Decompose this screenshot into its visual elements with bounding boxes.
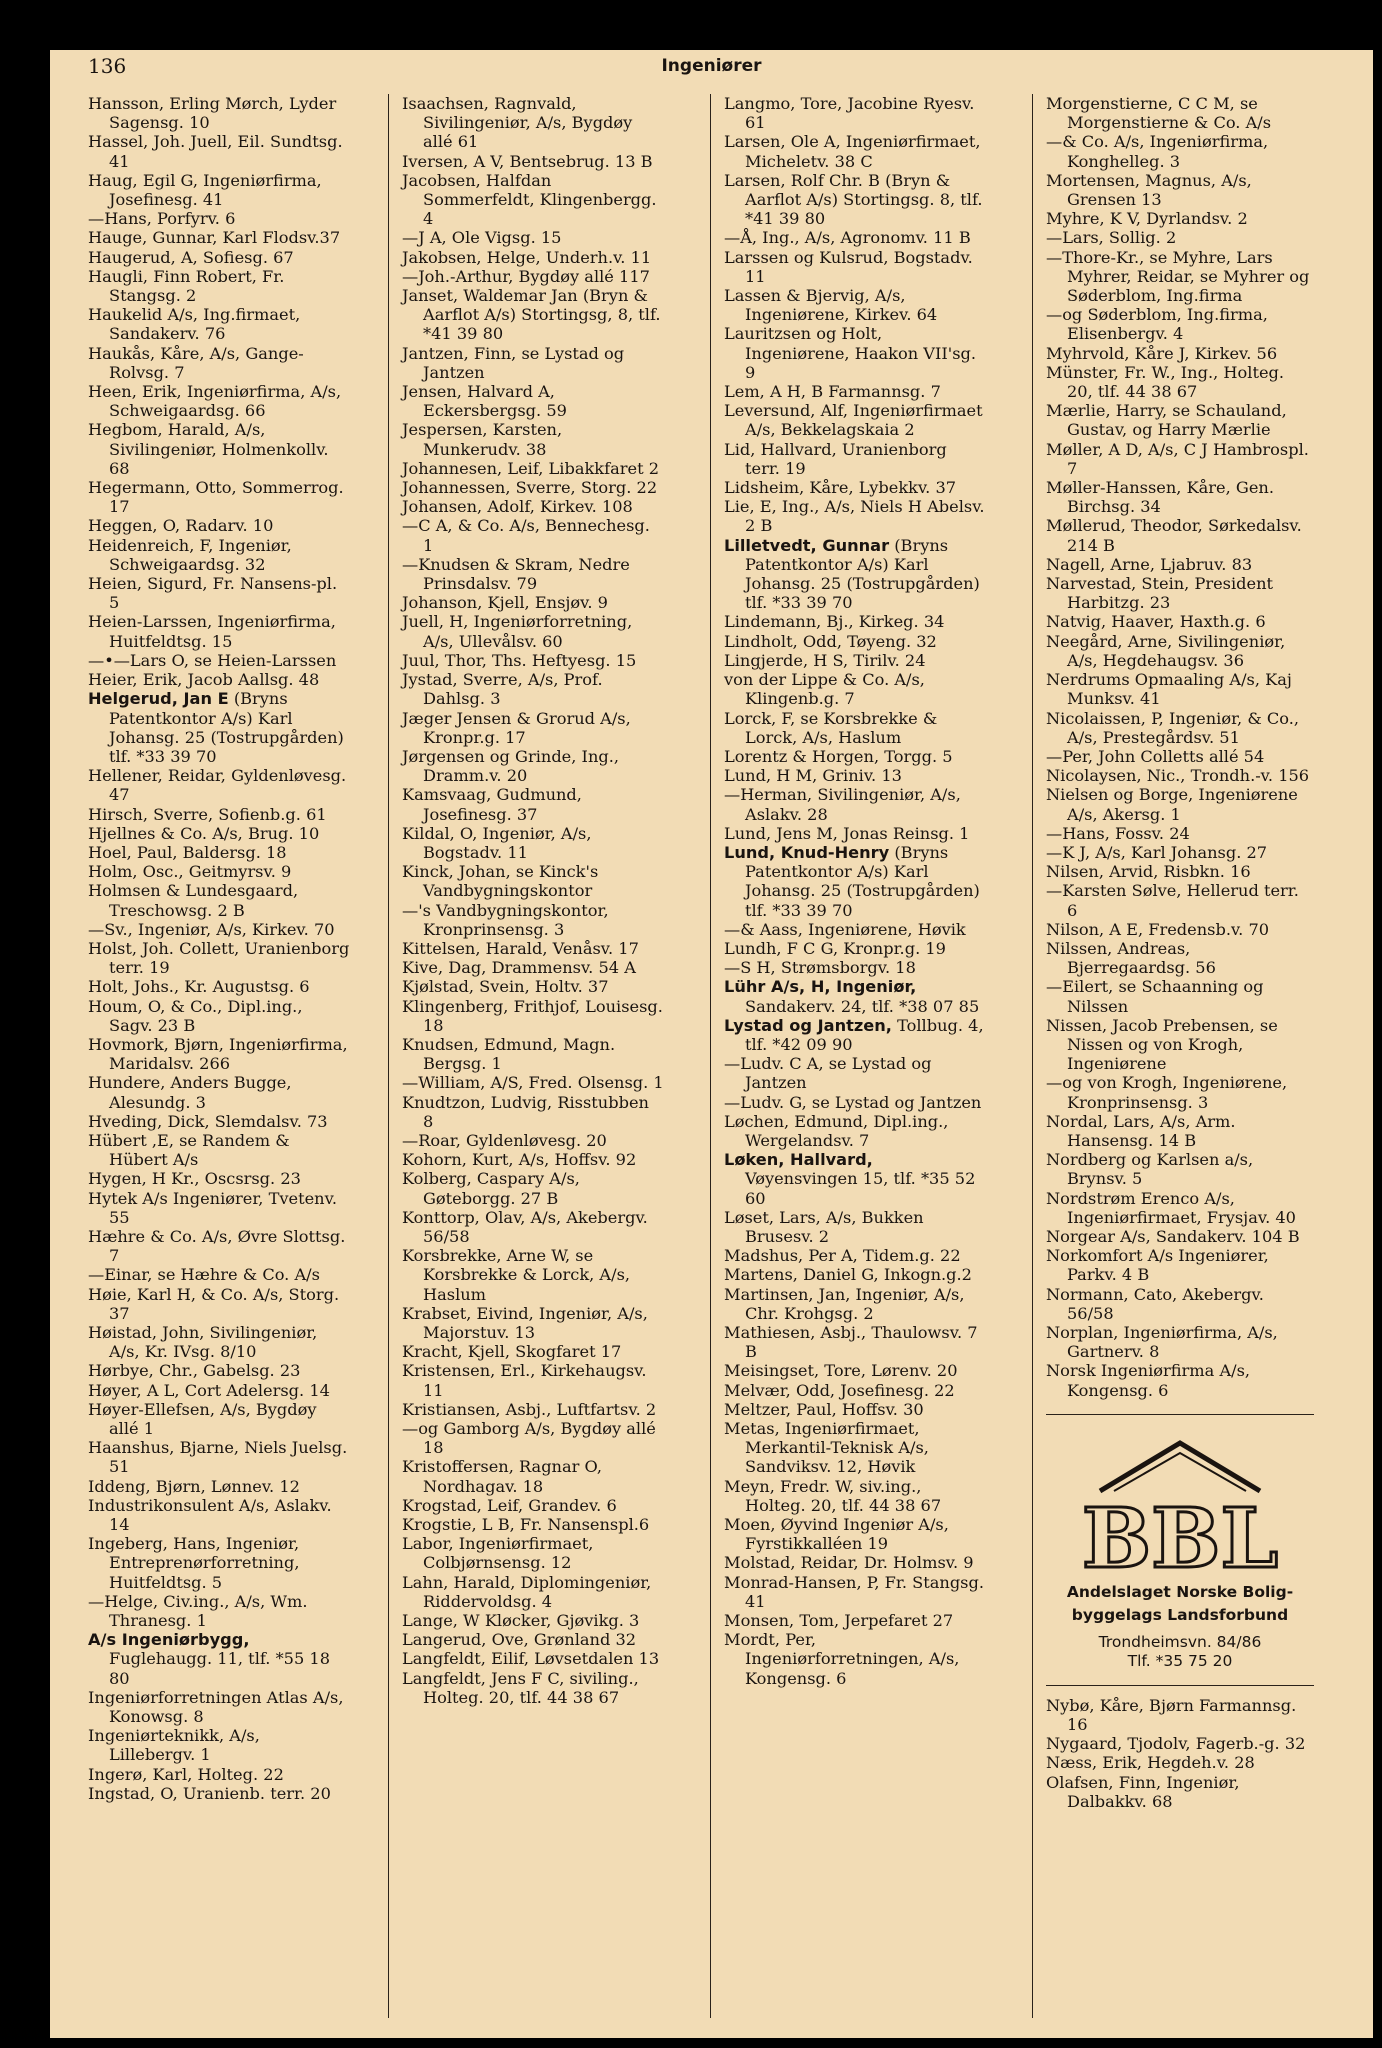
directory-entry: Jystad, Sverre, A/s, Prof. Dahlsg. 3 (402, 670, 603, 709)
directory-entry: Hundere, Anders Bugge, Alesundg. 3 (88, 1073, 292, 1112)
directory-entry: Hellener, Reidar, Gyldenløvesg. 47 (88, 766, 347, 805)
directory-entry: Lühr A/s, H, Ingeniør, Sandakerv. 24, tlf. *38 07 85 (724, 977, 980, 1016)
directory-entry: Høie, Karl H, & Co. A/s, Storg. 37 (88, 1284, 340, 1323)
directory-entry: Langerud, Ove, Grønland 32 (402, 1630, 637, 1650)
directory-entry: Kittelsen, Harald, Venåsv. 17 (402, 938, 639, 958)
directory-entry: Løken, Hallvard, Vøyensvingen 15, tlf. *35 52 60 (724, 1150, 976, 1208)
directory-entry: Lahn, Harald, Diplomingeniør, Riddervoldsg. 4 (402, 1572, 652, 1611)
directory-entry: Monsen, Tom, Jerpefaret 27 (724, 1611, 954, 1631)
directory-entry: A/s Ingeniørbygg, Fuglehaugg. 11, tlf. *55 18 80 (88, 1630, 331, 1688)
directory-entry: Nerdrums Opmaaling A/s, Kaj Munksv. 41 (1046, 670, 1292, 709)
directory-entry: Jespersen, Karsten, Munkerudv. 38 (402, 420, 563, 459)
directory-entry: Heien, Sigurd, Fr. Nansens-pl. 5 (88, 574, 338, 613)
directory-entry: —Eilert, se Schaanning og Nilssen (1046, 977, 1264, 1016)
directory-entry: Kracht, Kjell, Skogfaret 17 (402, 1342, 622, 1362)
directory-entry: Ingeniørteknikk, A/s, Lillebergv. 1 (88, 1726, 260, 1765)
directory-entry: Nagell, Arne, Ljabruv. 83 (1046, 554, 1253, 574)
directory-entry: Moen, Øyvind Ingeniør A/s, Fyrstikkalléen 19 (724, 1515, 949, 1554)
directory-entry: Nybø, Kåre, Bjørn Farmannsg. 16 (1046, 1695, 1297, 1735)
directory-entry: Løchen, Edmund, Dipl.ing., Wergelandsv. 7 (724, 1111, 949, 1150)
directory-entry: Hegbom, Harald, A/s, Sivilingeniør, Holmenkollv. 68 (88, 420, 329, 478)
directory-entry: Hygen, H Kr., Oscsrsg. 23 (88, 1169, 301, 1189)
directory-entry: Lorentz & Horgen, Torgg. 5 (724, 746, 953, 766)
page-number: 136 (88, 54, 127, 78)
directory-entry: Kohorn, Kurt, A/s, Hoffsv. 92 (402, 1150, 637, 1170)
directory-entry: Norgear A/s, Sandakerv. 104 B (1046, 1226, 1300, 1246)
running-head: Ingeniører (661, 56, 762, 76)
directory-entry: Kjølstad, Svein, Holtv. 37 (402, 977, 609, 997)
directory-entry: —og Gamborg A/s, Bygdøy allé 18 (402, 1419, 656, 1458)
directory-entry: Krogstie, L B, Fr. Nansenspl.6 (402, 1515, 650, 1535)
directory-entry: Labor, Ingeniørfirmaet, Colbjørnsensg. 12 (402, 1534, 594, 1573)
directory-entry: Heien-Larssen, Ingeniørfirma, Huitfeldtsg. 15 (88, 612, 336, 651)
directory-entry: Olafsen, Finn, Ingeniør, Dalbakkv. 68 (1046, 1772, 1240, 1811)
directory-entry: Lorck, F, se Korsbrekke & Lorck, A/s, Haslum (724, 708, 938, 747)
directory-entry: Morgenstierne, C C M, se Morgenstierne & Co. A/s (1046, 94, 1272, 133)
directory-entry: Hovmork, Bjørn, Ingeniørfirma, Maridalsv. 266 (88, 1034, 348, 1074)
directory-entry: Monrad-Hansen, P, Fr. Stangsg. 41 (724, 1572, 984, 1611)
directory-entry: Norplan, Ingeniørfirma, A/s, Gartnerv. 8 (1046, 1323, 1278, 1362)
directory-entry: Narvestad, Stein, President Harbitzg. 23 (1046, 574, 1274, 613)
directory-entry: —og Søderblom, Ing.firma, Elisenbergv. 4 (1046, 305, 1268, 344)
directory-entry: Nordberg og Karlsen a/s, Brynsv. 5 (1046, 1150, 1254, 1189)
directory-entry: Haanshus, Bjarne, Niels Juelsg. 51 (88, 1438, 348, 1477)
directory-entry: —Ludv. C A, se Lystad og Jantzen (724, 1054, 932, 1093)
directory-entry: Kinck, Johan, se Kinck's Vandbygningskontor (402, 862, 599, 901)
directory-entry: Münster, Fr. W., Ing., Holteg. 20, tlf. 44 38 67 (1046, 362, 1285, 402)
directory-entry: Johannessen, Sverre, Storg. 22 (402, 478, 658, 498)
directory-entry: Langfeldt, Jens F C, siviling., Holteg. 20, tlf. 44 38 67 (402, 1668, 639, 1707)
bbl-logo-lettering: BBL (1081, 1490, 1279, 1579)
directory-entry: —Ludv. G, se Lystad og Jantzen (724, 1092, 982, 1112)
directory-entry: Jensen, Halvard A, Eckersbergsg. 59 (402, 382, 567, 421)
directory-entry: Jakobsen, Helge, Underh.v. 11 (402, 247, 652, 267)
directory-entry: Johanson, Kjell, Ensjøv. 9 (402, 593, 608, 613)
directory-entry: Lidsheim, Kåre, Lybekkv. 37 (724, 478, 957, 498)
directory-entry: Høyer-Ellefsen, A/s, Bygdøy allé 1 (88, 1399, 317, 1439)
directory-entry: Lindholt, Odd, Tøyeng. 32 (724, 631, 937, 651)
directory-entry: —S H, Strømsborgv. 18 (724, 958, 916, 978)
directory-entry: Industrikonsulent A/s, Aslakv. 14 (88, 1495, 332, 1535)
column-divider (1032, 94, 1033, 2018)
directory-entry: Heen, Erik, Ingeniørfirma, A/s, Schweigaardsg. 66 (88, 382, 342, 421)
directory-entry: Langmo, Tore, Jacobine Ryesv. 61 (724, 94, 975, 133)
advert-name-line1: Andelslaget Norske Bolig- (1066, 1582, 1294, 1601)
directory-entry: Lid, Hallvard, Uranienborg terr. 19 (724, 439, 947, 478)
column-4-entries-continued (1046, 1696, 1314, 1811)
column-4 (1046, 94, 1314, 1811)
directory-entry: —& Co. A/s, Ingeniørfirma, Konghelleg. 3 (1046, 132, 1269, 171)
column-divider (388, 94, 389, 2018)
directory-entry: —Lars, Sollig. 2 (1046, 228, 1177, 248)
directory-entry: Høistad, John, Sivilingeniør, A/s, Kr. IVsg. 8/10 (88, 1323, 318, 1362)
directory-entry: Heier, Erik, Jacob Aallsg. 48 (88, 670, 320, 690)
directory-entry: Nilssen, Andreas, Bjerregaardsg. 56 (1046, 938, 1216, 978)
directory-entry: Isaachsen, Ragnvald, Sivilingeniør, A/s, Bygdøy allé 61 (402, 94, 633, 152)
directory-entry: —William, A/S, Fred. Olsensg. 1 (402, 1073, 664, 1093)
directory-entry: Hørbye, Chr., Gabelsg. 23 (88, 1361, 301, 1381)
directory-entry: Ingstad, O, Uranienb. terr. 20 (88, 1783, 331, 1803)
directory-entry: Iversen, A V, Bentsebrug. 13 B (402, 151, 653, 171)
directory-entry: Mortensen, Magnus, A/s, Grensen 13 (1046, 170, 1252, 210)
directory-entry: —Knudsen & Skram, Nedre Prinsdalsv. 79 (402, 554, 630, 594)
directory-entry: —'s Vandbygningskontor, Kronprinsensg. 3 (402, 900, 609, 939)
directory-entry: —Helge, Civ.ing., A/s, Wm. Thranesg. 1 (88, 1591, 308, 1631)
directory-entry: Martens, Daniel G, Inkogn.g.2 (724, 1265, 972, 1285)
directory-entry: Jørgensen og Grinde, Ing., Dramm.v. 20 (402, 746, 620, 786)
directory-entry: —Karsten Sølve, Hellerud terr. 6 (1046, 881, 1299, 920)
directory-entry: Neegård, Arne, Sivilingeniør, A/s, Hegdehaugsv. 36 (1046, 631, 1286, 670)
directory-entry: Holm, Osc., Geitmyrsv. 9 (88, 862, 292, 882)
directory-entry: Lie, E, Ing., A/s, Niels H Abelsv. 2 B (724, 497, 985, 536)
directory-entry: Kamsvaag, Gudmund, Josefinesg. 37 (402, 785, 582, 824)
directory-entry: Normann, Cato, Akebergv. 56/58 (1046, 1284, 1264, 1323)
directory-entry: Kristiansen, Asbj., Luftfartsv. 2 (402, 1399, 657, 1419)
directory-entry: Hauge, Gunnar, Karl Flodsv.37 (88, 228, 341, 248)
directory-entry: Krogstad, Leif, Grandev. 6 (402, 1495, 617, 1515)
directory-entry: Nicolaissen, P, Ingeniør, & Co., A/s, Prestegårdsv. 51 (1046, 708, 1300, 747)
advert-address: Trondheimsvn. 84/86 (1098, 1632, 1262, 1651)
directory-entry: Houm, O, & Co., Dipl.ing., Sagv. 23 B (88, 996, 303, 1035)
column-divider (710, 94, 711, 2018)
advert-phone: Tlf. *35 75 20 (1127, 1651, 1233, 1670)
directory-entry: Nordal, Lars, A/s, Arm. Hansensg. 14 B (1046, 1111, 1236, 1150)
directory-entry: Hveding, Dick, Slemdalsv. 73 (88, 1111, 328, 1131)
directory-entry: Møllerud, Theodor, Sørkedalsv. 214 B (1046, 516, 1302, 555)
column-2 (402, 94, 664, 1707)
directory-entry: —C A, & Co. A/s, Bennechesg. 1 (402, 516, 650, 555)
directory-entry: —Hans, Fossv. 24 (1046, 823, 1190, 843)
directory-entry: Helgerud, Jan E (Bryns Patentkontor A/s) Karl Johansg. 25 (Tostrupgården) tlf. *33 39 70 (88, 689, 344, 766)
directory-entry: Holst, Joh. Collett, Uranienborg terr. 19 (88, 938, 350, 978)
directory-entry: Haukås, Kåre, A/s, Gange-Rolvsg. 7 (88, 343, 304, 382)
directory-entry: —Per, John Colletts allé 54 (1046, 746, 1265, 766)
directory-entry: Kive, Dag, Drammensv. 54 A (402, 958, 636, 978)
directory-entry: Norkomfort A/s Ingeniører, Parkv. 4 B (1046, 1246, 1269, 1285)
directory-entry: Melvær, Odd, Josefinesg. 22 (724, 1380, 955, 1400)
directory-entry: Janset, Waldemar Jan (Bryn & Aarflot A/s) Stortingsg, 8, tlf. *41 39 80 (402, 286, 661, 344)
directory-entry: Hæhre & Co. A/s, Øvre Slottsg. 7 (88, 1226, 346, 1266)
directory-entry: Madshus, Per A, Tidem.g. 22 (724, 1246, 961, 1266)
directory-entry: —K J, A/s, Karl Johansg. 27 (1046, 842, 1268, 862)
directory-entry: Heidenreich, F, Ingeniør, Schweigaardsg. 32 (88, 535, 292, 574)
directory-entry: Mathiesen, Asbj., Thaulowsv. 7 B (724, 1323, 978, 1362)
directory-entry: —Thore-Kr., se Myhre, Lars Myhrer, Reidar, se Myhrer og Søderblom, Ing.firma (1046, 247, 1310, 306)
directory-entry: Hegermann, Otto, Sommerrog. 17 (88, 478, 344, 517)
directory-entry: —Joh.-Arthur, Bygdøy allé 117 (402, 266, 650, 286)
directory-entry: Haukelid A/s, Ing.firmaet, Sandakerv. 76 (88, 305, 301, 344)
directory-entry: Kolberg, Caspary A/s, Gøteborgg. 27 B (402, 1169, 580, 1208)
directory-entry: Korsbrekke, Arne W, se Korsbrekke & Lorck, A/s, Haslum (402, 1246, 631, 1304)
directory-entry: Johansen, Adolf, Kirkev. 108 (402, 497, 633, 517)
advert-name-line2: byggelags Landsforbund (1071, 1605, 1289, 1624)
directory-entry: Mærlie, Harry, se Schauland, Gustav, og Harry Mærlie (1046, 401, 1287, 440)
directory-entry: —& Aass, Ingeniørene, Høvik (724, 919, 966, 939)
directory-entry: Nygaard, Tjodolv, Fagerb.-g. 32 (1046, 1734, 1306, 1754)
directory-entry: Kristoffersen, Ragnar O, Nordhagav. 18 (402, 1457, 602, 1496)
directory-entry: Kristensen, Erl., Kirkehaugsv. 11 (402, 1361, 647, 1400)
directory-entry: Lilletvedt, Gunnar (Bryns Patentkontor A/s) Karl Johansg. 25 (Tostrupgården) tlf. *33 39 70 (724, 535, 980, 613)
directory-entry: Larsen, Ole A, Ingeniørfirmaet, Micheletv. 38 C (724, 132, 981, 171)
directory-page (50, 50, 1373, 2038)
directory-entry: Juell, H, Ingeniørforretning, A/s, Ullevålsv. 60 (402, 612, 633, 651)
directory-entry: Nicolaysen, Nic., Trondh.-v. 156 (1046, 766, 1310, 786)
directory-entry: —Herman, Sivilingeniør, A/s, Aslakv. 28 (724, 785, 961, 824)
directory-entry: Møller, A D, A/s, C J Hambrospl. 7 (1046, 439, 1309, 478)
directory-entry: Leversund, Alf, Ingeniørfirmaet A/s, Bekkelagskaia 2 (724, 401, 983, 440)
directory-entry: von der Lippe & Co. A/s, Klingenb.g. 7 (724, 670, 925, 709)
bbl-advert (1046, 1414, 1314, 1686)
directory-entry: Næss, Erik, Hegdeh.v. 28 (1046, 1753, 1255, 1773)
directory-entry: Larssen og Kulsrud, Bogstadv. 11 (724, 247, 973, 286)
directory-entry: —Einar, se Hæhre & Co. A/s (88, 1265, 320, 1285)
directory-entry: Ingeniørforretningen Atlas A/s, Konowsg. 8 (88, 1687, 344, 1727)
directory-entry: Jantzen, Finn, se Lystad og Jantzen (402, 343, 625, 382)
directory-entry: Johannesen, Leif, Libakkfaret 2 (402, 458, 660, 478)
bbl-house-logo-icon (1080, 1429, 1280, 1579)
directory-entry: Konttorp, Olav, A/s, Akebergv. 56/58 (402, 1207, 648, 1246)
directory-entry: Meyn, Fredr. W, siv.ing., Holteg. 20, tlf. 44 38 67 (724, 1476, 942, 1515)
directory-entry: Haugerud, A, Sofiesg. 67 (88, 247, 294, 267)
directory-entry: Nilson, A E, Fredensb.v. 70 (1046, 919, 1270, 939)
directory-entry: Meltzer, Paul, Hoffsv. 30 (724, 1399, 924, 1419)
directory-entry: Kildal, O, Ingeniør, A/s, Bogstadv. 11 (402, 823, 592, 862)
directory-entry: Norsk Ingeniørfirma A/s, Kongensg. 6 (1046, 1361, 1251, 1400)
directory-entry: Mordt, Per, Ingeniørforretningen, A/s, Kongensg. 6 (724, 1630, 960, 1688)
directory-entry: Lund, H M, Griniv. 13 (724, 766, 902, 786)
directory-entry: Nissen, Jacob Prebensen, se Nissen og von Krogh, Ingeniørene (1046, 1015, 1278, 1074)
directory-entry: Lauritzsen og Holt, Ingeniørene, Haakon VII'sg. 9 (724, 324, 977, 382)
directory-entry: Juul, Thor, Ths. Heftyesg. 15 (402, 650, 637, 670)
directory-entry: Hübert ,E, se Randem & Hübert A/s (88, 1130, 290, 1170)
directory-entry: Langfeldt, Eilif, Løvsetdalen 13 (402, 1649, 660, 1669)
directory-entry: Meisingset, Tore, Lørenv. 20 (724, 1361, 958, 1381)
directory-entry: Ingeberg, Hans, Ingeniør, Entreprenørforretning, Huitfeldtsg. 5 (88, 1534, 300, 1592)
directory-entry: Hirsch, Sverre, Sofienb.g. 61 (88, 804, 327, 824)
directory-entry: —J A, Ole Vigsg. 15 (402, 228, 562, 248)
directory-entry: Heggen, O, Radarv. 10 (88, 516, 274, 536)
directory-entry: Høyer, A L, Cort Adelersg. 14 (88, 1380, 330, 1400)
directory-entry: Lindemann, Bj., Kirkeg. 34 (724, 612, 945, 632)
directory-entry: Holt, Johs., Kr. Augustsg. 6 (88, 977, 310, 997)
directory-entry: —Sv., Ingeniør, A/s, Kirkev. 70 (88, 919, 335, 939)
column-3 (724, 94, 986, 1688)
directory-entry: —Hans, Porfyrv. 6 (88, 209, 236, 229)
column-4-entries (1046, 94, 1314, 1400)
directory-entry: Lassen & Bjervig, A/s, Ingeniørene, Kirkev. 64 (724, 286, 938, 325)
directory-entry: —Å, Ing., A/s, Agronomv. 11 B (724, 228, 971, 248)
directory-entry: Jacobsen, Halfdan Sommerfeldt, Klingenbergg. 4 (402, 170, 657, 229)
directory-entry: Myhre, K V, Dyrlandsv. 2 (1046, 209, 1248, 229)
directory-entry: Hjellnes & Co. A/s, Brug. 10 (88, 823, 320, 843)
directory-entry: —•—Lars O, se Heien-Larssen (88, 650, 337, 670)
directory-entry: Krabset, Eivind, Ingeniør, A/s, Majorstuv. 13 (402, 1303, 648, 1342)
directory-entry: Nordstrøm Erenco A/s, Ingeniørfirmaet, Frysjav. 40 (1046, 1188, 1296, 1227)
directory-entry: Lem, A H, B Farmannsg. 7 (724, 382, 941, 402)
column-1 (88, 94, 350, 1803)
directory-entry: Hoel, Paul, Baldersg. 18 (88, 842, 287, 862)
directory-entry: Jæger Jensen & Grorud A/s, Kronpr.g. 17 (402, 708, 631, 747)
directory-entry: Hassel, Joh. Juell, Eil. Sundtsg. 41 (88, 132, 343, 171)
directory-entry: Haug, Egil G, Ingeniørfirma, Josefinesg. 41 (88, 170, 322, 210)
directory-entry: Lystad og Jantzen, Tollbug. 4, tlf. *42 09 90 (724, 1015, 984, 1054)
directory-entry: Hansson, Erling Mørch, Lyder Sagensg. 10 (88, 94, 337, 133)
directory-entry: Lundh, F C G, Kronpr.g. 19 (724, 938, 946, 958)
directory-entry: Natvig, Haaver, Haxth.g. 6 (1046, 612, 1266, 632)
directory-entry: Myhrvold, Kåre J, Kirkev. 56 (1046, 343, 1278, 363)
directory-entry: Lange, W Kløcker, Gjøvikg. 3 (402, 1611, 640, 1631)
directory-entry: Knudtzon, Ludvig, Risstubben 8 (402, 1092, 649, 1131)
directory-entry: Nilsen, Arvid, Risbkn. 16 (1046, 862, 1251, 882)
directory-entry: —og von Krogh, Ingeniørene, Kronprinsensg. 3 (1046, 1073, 1288, 1112)
directory-entry: Molstad, Reidar, Dr. Holmsv. 9 (724, 1553, 974, 1573)
directory-entry: Lund, Knud-Henry (Bryns Patentkontor A/s) Karl Johansg. 25 (Tostrupgården) tlf. *33 39 70 (724, 842, 980, 920)
directory-entry: Løset, Lars, A/s, Bukken Brusesv. 2 (724, 1207, 924, 1246)
directory-entry: Knudsen, Edmund, Magn. Bergsg. 1 (402, 1034, 616, 1074)
directory-entry: Haugli, Finn Robert, Fr. Stangsg. 2 (88, 266, 285, 306)
directory-entry: Lund, Jens M, Jonas Reinsg. 1 (724, 823, 970, 843)
directory-entry: —Roar, Gyldenløvesg. 20 (402, 1130, 607, 1150)
directory-entry: Lingjerde, H S, Tirilv. 24 (724, 650, 926, 670)
directory-entry: Ingerø, Karl, Holteg. 22 (88, 1764, 284, 1784)
directory-entry: Hytek A/s Ingeniører, Tvetenv. 55 (88, 1188, 337, 1227)
directory-entry: Metas, Ingeniørfirmaet, Merkantil-Teknisk A/s, Sandviksv. 12, Høvik (724, 1419, 929, 1477)
directory-entry: Larsen, Rolf Chr. B (Bryn & Aarflot A/s) Stortingsg. 8, tlf. *41 39 80 (724, 170, 983, 229)
directory-entry: Iddeng, Bjørn, Lønnev. 12 (88, 1476, 300, 1496)
directory-entry: Martinsen, Jan, Ingeniør, A/s, Chr. Krohgsg. 2 (724, 1284, 965, 1323)
directory-entry: Nielsen og Borge, Ingeniørene A/s, Akersg. 1 (1046, 785, 1298, 824)
directory-entry: Møller-Hanssen, Kåre, Gen. Birchsg. 34 (1046, 478, 1275, 517)
directory-entry: Holmsen & Lundesgaard, Treschowsg. 2 B (88, 881, 299, 920)
directory-entry: Klingenberg, Frithjof, Louisesg. 18 (402, 996, 663, 1035)
